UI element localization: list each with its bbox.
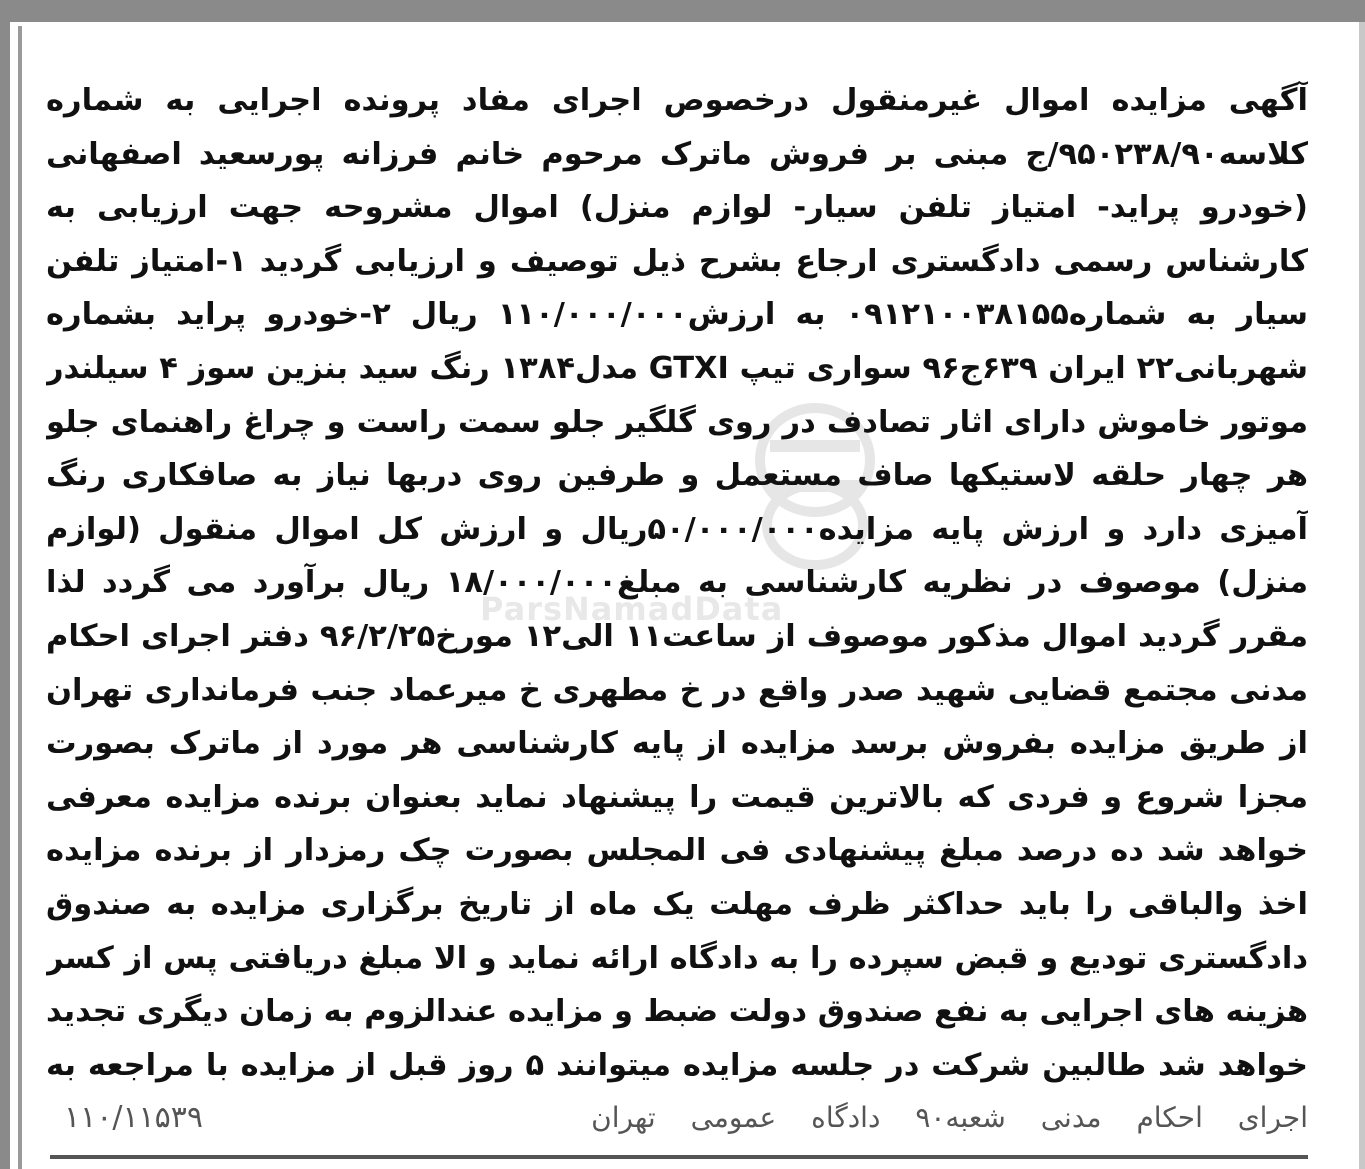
inner-border-line [18,26,22,1169]
watermark-brand: ParsNamadData [480,590,784,628]
right-border [1359,22,1365,1169]
footer [46,1094,1308,1140]
notice-body: آگهی مزایده اموال غیرمنقول درخصوص اجرای مفاد پرونده اجرایی به شماره کلاسه۹۵۰۲۳۸/۹۰/ج مبنی بر فروش ماترک مرحوم خانم فرزانه پورسعید اصفهانی (خودرو پراید- امتیاز تلفن سیار- لوازم منزل) اموال مشروحه جهت ارزیابی به کارشناس رسمی دادگستری ارجاع بشرح ذیل توصیف و ارزیابی گردید ۱-امتیاز تلفن سیار به شماره۰۹۱۲۱۰۰۳۸۱۵۵ به ارزش۱۱۰/۰۰۰/۰۰۰ ریال ۲-خودرو پراید بشماره شهربانی۲۲ ایران ۶۳۹ج۹۶ سواری تیپ GTXI مدل۱۳۸۴ رنگ سید بنزین سوز ۴ سیلندر موتور خاموش دارای اثار تصادف در روی گلگیر جلو سمت راست و چراغ راهنمای جلو هر چهار حلقه لاستیکها صاف مستعمل و طرفین روی دربها نیاز به صافکاری رنگ آمیزی دارد و ارزش پایه مزایده۵۰/۰۰۰/۰۰۰ریال و ارزش کل اموال منقول (لوازم منزل) موصوف در نظریه کارشناسی به مبلغ۱۸/۰۰۰/۰۰۰ ریال برآورد می گردد لذا مقرر گردید اموال مذکور موصوف از ساعت۱۱ الی۱۲ مورخ۹۶/۲/۲۵ دفتر اجرای احکام مدنی مجتمع قضایی شهید صدر واقع در خ مطهری خ میرعماد جنب فرمانداری تهران از طریق مزایده بفروش برسد مزایده از پایه کارشناسی هر مورد از ماترک بصورت مجزا شروع و فردی که بالاترین قیمت را پیشنهاد نماید بعنوان برنده مزایده معرفی خواهد شد ده درصد مبلغ پیشنهادی فی المجلس بصورت چک رمزدار از برنده مزایده اخذ والباقی را باید حداکثر ظرف مهلت یک ماه از تاریخ برگزاری مزایده به صندوق دادگستری تودیع و قبض سپرده را به دادگاه ارائه نماید و الا مبلغ دریافتی پس از کسر هزینه های اجرایی به نفع صندوق دولت ضبط و مزایده عندالزوم به زمان دیگری تجدید خواهد شد طالبین شرکت در جلسه مزایده میتوانند ۵ روز قبل از مزایده با مراجعه به [46,83,1308,1083]
bottom-rule [50,1155,1308,1159]
left-border [0,0,10,1169]
top-border [0,0,1365,22]
reference-number: ۱۱۰/۱۱۵۳۹ [64,1099,204,1135]
issuer-name: اجرای احکام مدنی شعبه۹۰ دادگاه عمومی تهران [591,1100,1308,1134]
